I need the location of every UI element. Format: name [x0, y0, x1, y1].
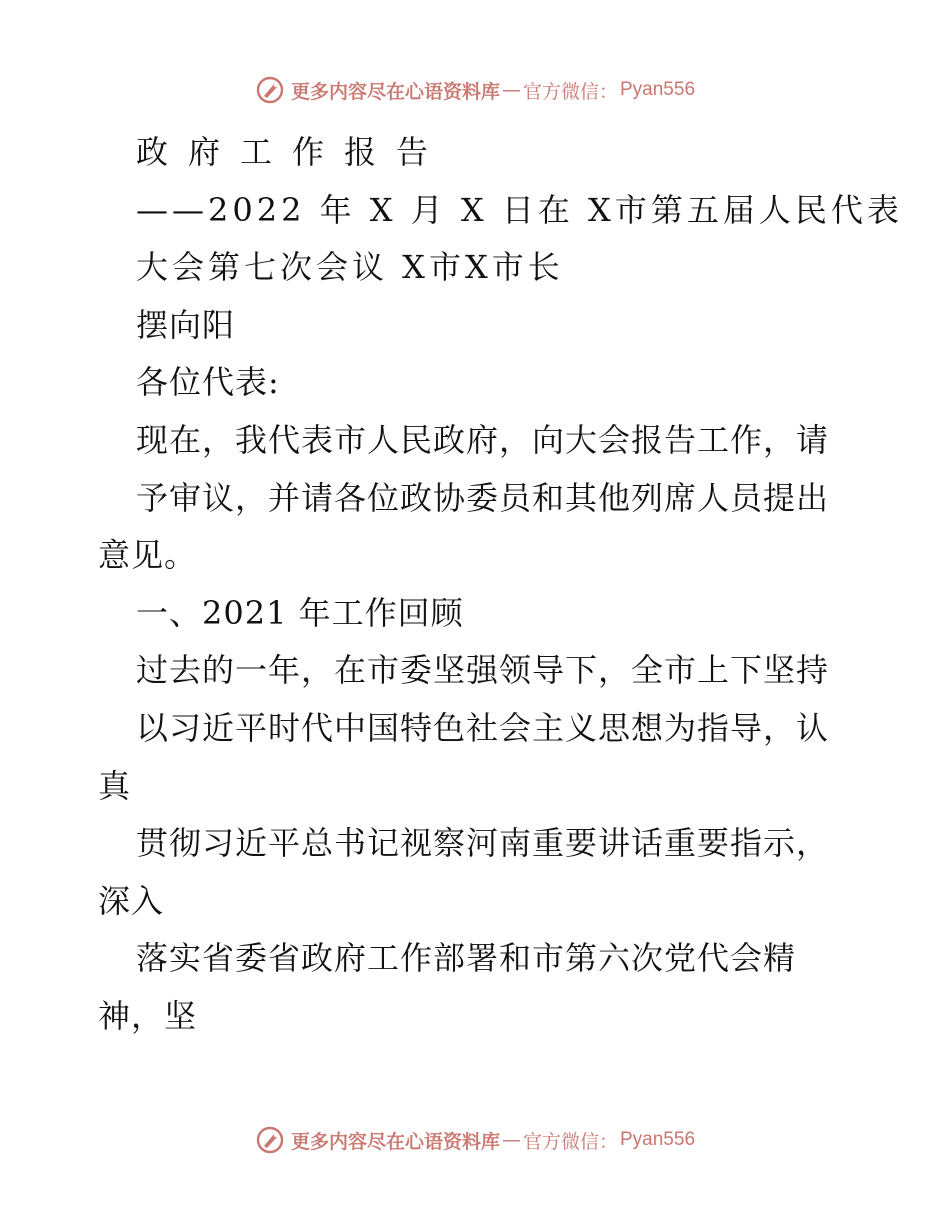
- watermark-id: Pyan556: [620, 79, 696, 100]
- pen-seal-icon: [255, 75, 285, 105]
- paragraph-line: 过去的一年，在市委坚强领导下，全市上下坚持: [136, 651, 830, 690]
- paragraph-line: 以习近平时代中国特色社会主义思想为指导，认: [136, 708, 830, 747]
- document-author: 摆向阳: [136, 305, 236, 344]
- watermark-id: Pyan556: [620, 1129, 696, 1150]
- paragraph-line: 予审议，并请各位政协委员和其他列席人员提出: [136, 478, 830, 517]
- watermark-label: 官方微信：: [522, 80, 618, 103]
- pen-seal-icon: [255, 1125, 285, 1155]
- watermark-label: 官方微信：: [522, 1130, 618, 1153]
- paragraph-line: 落实省委省政府工作部署和市第六次党代会精: [136, 939, 797, 978]
- watermark-text: 更多内容尽在心语资料库: [290, 1130, 500, 1153]
- paragraph-line: 贯彻习近平总书记视察河南重要讲话重要指示，: [136, 824, 830, 863]
- document-subtitle-line-2: 大会第七次会议 X市X市长: [136, 248, 564, 287]
- paragraph-line: 现在，我代表市人民政府，向大会报告工作，请: [136, 420, 830, 459]
- watermark-separator: —: [501, 1129, 521, 1151]
- footer-watermark: [0, 1120, 950, 1160]
- paragraph-line: 深入: [98, 881, 165, 920]
- watermark-text: 更多内容尽在心语资料库: [290, 80, 500, 103]
- document-body: [0, 124, 950, 1046]
- header-watermark: [0, 70, 950, 110]
- document-subtitle-line-1: ——2022 年 X 月 X 日在 X市第五届人民代表: [136, 190, 903, 229]
- paragraph-line: 意见。: [98, 536, 198, 575]
- section-heading: 一、2021 年工作回顾: [136, 593, 464, 632]
- document-title: 政府工作报告: [136, 133, 449, 171]
- paragraph-line: 真: [98, 766, 132, 805]
- paragraph-line: 神，坚: [98, 996, 198, 1035]
- document-salutation: 各位代表:: [136, 363, 280, 402]
- watermark-separator: —: [501, 79, 521, 101]
